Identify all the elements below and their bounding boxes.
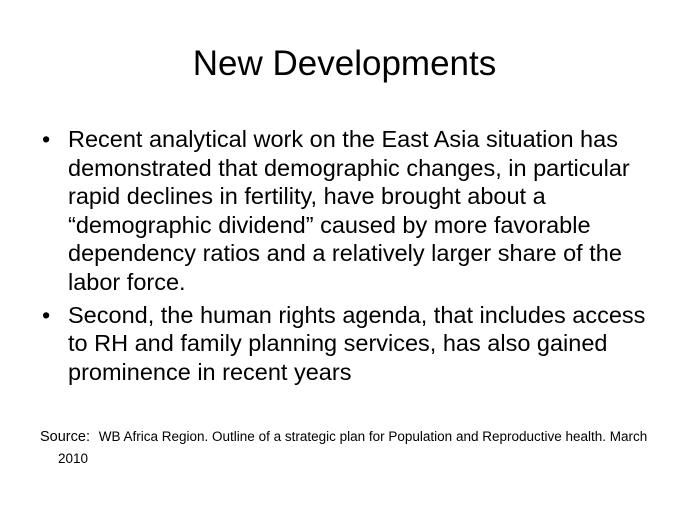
source-label: Source: — [40, 429, 90, 445]
bullet-text: Second, the human rights agenda, that includes access to RH and family planning services, has also gained prominence in recent years — [68, 301, 646, 385]
bullet-text: Recent analytical work on the East Asia situation has demonstrated that demographic changes, in particular rapid declines in fertility, have brought about a “demographic dividend” caused by more favorable dependency ratios and a relatively larger share of the labor force. — [68, 126, 630, 295]
bullet-item — [40, 125, 650, 297]
bullet-dot-icon: • — [42, 126, 51, 152]
bullet-item — [40, 301, 650, 387]
bullet-dot-icon: • — [42, 301, 51, 328]
source-text: WB Africa Region. Outline of a strategic plan for Population and Reproductive health. March 2010 — [58, 429, 648, 466]
bullet-list — [40, 125, 650, 390]
source-citation — [40, 426, 678, 470]
slide-title: New Developments — [192, 44, 497, 83]
